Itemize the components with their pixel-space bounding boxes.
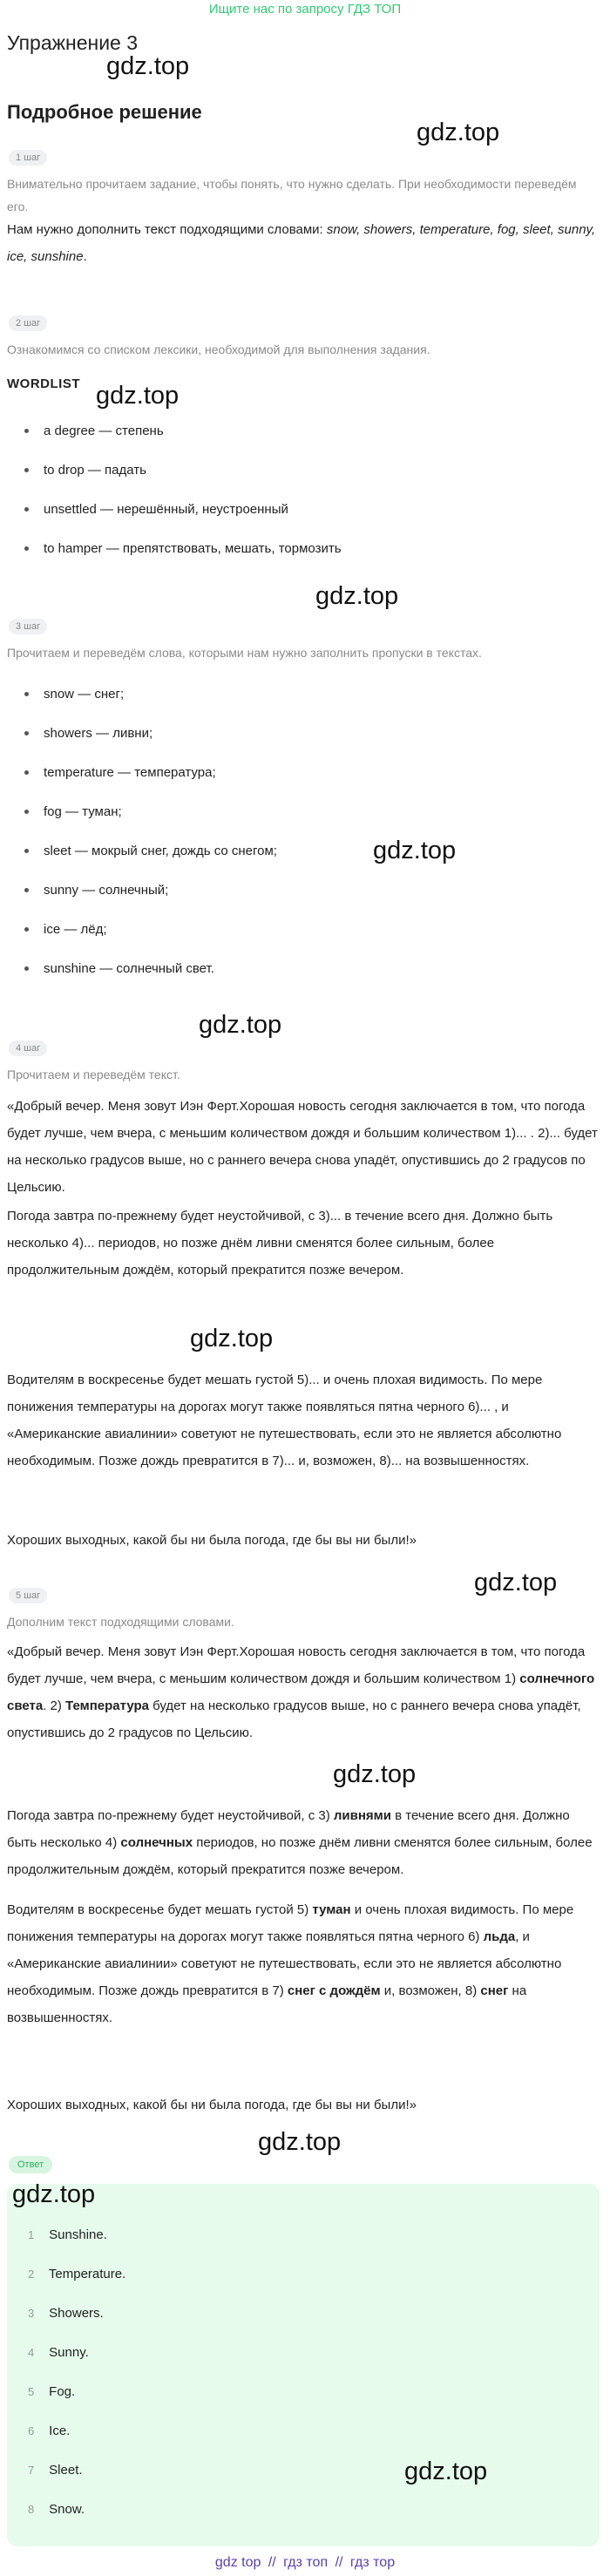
step5-paragraph [7, 1638, 598, 1746]
text-segment: и очень плохая видимость. По мере понижения температуры на дорогах могут также появляться пятна черного 6) [7, 1902, 574, 1944]
text-segment: «Добрый вечер. Меня зовут Иэн Ферт.Хорошая новость сегодня заключается в том, что погода будет лучше, чем вчера, с меньшим количеством дождя и большим количеством 1) [7, 1644, 586, 1686]
answer-text: Showers. [49, 2306, 104, 2321]
answer-text: Temperature. [48, 2267, 126, 2281]
footer-links [0, 2552, 610, 2574]
step4-paragraph: Погода завтра по-прежнему будет неустойчивой, с 3)... в течение всего дня. Должно быть несколько 4)... периодов, но позже днём ливни сменятся более сильным, более продолжительным дождём, который прекратится позже вечером. [7, 1209, 553, 1278]
text-segment: в течение всего дня. Должно быть несколько 4) [7, 1808, 570, 1850]
footer-link[interactable]: гдз тор [349, 2555, 396, 2570]
step2-instructions: Ознакомимся со списком лексики, необходимой для выполнения задания. [7, 342, 430, 356]
list-item: to hamper — препятствовать, мешать, тормозить [7, 529, 582, 568]
answer-number: 8 [28, 2503, 35, 2516]
step-badge: 4 шаг [9, 1041, 47, 1056]
list-item: sunshine — солнечный свет. [7, 949, 582, 988]
answer-item [28, 2333, 125, 2372]
answer-list [28, 2215, 125, 2529]
answer-item [28, 2490, 125, 2529]
step5-instructions: Дополним текст подходящими словами. [7, 1615, 234, 1629]
text-segment: и, возможен, 8) [380, 1983, 481, 1998]
watermark: gdz.top [474, 1569, 558, 1596]
step4-paragraph: Водителям в воскресенье будет мешать густой 5)... и очень плохая видимость. По мере понижения температуры на дорогах могут также появляться пятна черного 6)... , и «Американские авиалинии» советуют не путешествовать, если это не является абсолютно необходимым. Позже дождь превратится в 7)... и, возможен, 8)... на возвышенностях. [7, 1373, 562, 1468]
step4-paragraph: Хороших выходных, какой бы ни была погода, где бы вы ни были!» [7, 1533, 417, 1548]
list-item: fog — туман; [7, 792, 582, 831]
text-segment: , и «Американские авиалинии» советуют не путешествовать, если это не является абсолютно необходимым. Позже дождь превратится в 7) [7, 1929, 562, 1998]
step1-instructions: Внимательно прочитаем задание, чтобы понять, что нужно сделать. При необходимости переведём его. [7, 177, 577, 214]
watermark: gdz.top [373, 837, 457, 864]
answer-word: туман [312, 1902, 351, 1917]
answer-number: 7 [28, 2464, 35, 2477]
text-segment: Погода завтра по-прежнему будет неустойчивой, с 3) [7, 1808, 334, 1823]
step1-task-prefix: Нам нужно дополнить текст подходящими словами: [7, 222, 327, 237]
text-segment: будет на несколько градусов выше, но с раннего вечера снова упадёт, опустившись до 2 градусов по Цельсию. [7, 1698, 581, 1740]
watermark: gdz.top [96, 382, 180, 410]
answer-number: 5 [28, 2385, 35, 2398]
footer-separator: // [268, 2555, 276, 2570]
top-banner: Ищите нас по запросу ГДЗ ТОП [208, 2, 402, 17]
text-segment: . 2) [43, 1698, 66, 1713]
watermark: gdz.top [404, 2457, 488, 2485]
wordlist [7, 411, 582, 568]
step1-task-words: snow, showers, temperature, fog, sleet, sunny, ice, sunshine [7, 222, 596, 264]
watermark: gdz.top [315, 582, 399, 610]
answer-item [28, 2372, 125, 2411]
answer-number: 3 [28, 2307, 35, 2320]
list-item: snow — снег; [7, 675, 582, 714]
step-badge: 1 шаг [9, 150, 47, 166]
text-segment: Водителям в воскресенье будет мешать густой 5) [7, 1902, 313, 1917]
page-subtitle: Подробное решение [7, 101, 202, 123]
answer-word: снег с дождём [287, 1983, 381, 1998]
answer-number: 1 [28, 2228, 35, 2241]
step-badge: 5 шаг [9, 1588, 47, 1603]
footer-separator: // [335, 2555, 343, 2570]
answer-word: солнечного света [7, 1671, 595, 1713]
list-item: showers — ливни; [7, 714, 582, 753]
step5-paragraph [7, 1802, 598, 1883]
answer-word: ливнями [333, 1808, 391, 1823]
answer-text: Ice. [49, 2423, 71, 2438]
wordlist-heading: WORDLIST [7, 376, 80, 391]
answer-item [28, 2254, 125, 2294]
footer-link[interactable]: gdz top [214, 2555, 261, 2570]
answer-item [28, 2411, 125, 2451]
answer-number: 6 [28, 2424, 35, 2437]
list-item: sleet — мокрый снег, дождь со снегом; [7, 831, 582, 871]
step1-task-suffix: . [83, 249, 87, 264]
watermark: gdz.top [258, 2128, 342, 2156]
text-segment: на возвышенностях. [7, 1983, 527, 2025]
text-segment: периодов, но позже днём ливни сменятся более сильным, более продолжительным дождём, который прекратится позже вечером. [7, 1835, 593, 1877]
answer-item [28, 2451, 125, 2490]
list-item: sunny — солнечный; [7, 871, 582, 910]
watermark: gdz.top [106, 52, 190, 80]
answer-word: солнечных [120, 1835, 193, 1850]
watermark: gdz.top [12, 2180, 96, 2208]
answer-item [28, 2294, 125, 2333]
answer-text: Snow. [49, 2502, 85, 2517]
step1-task-line [7, 216, 598, 270]
footer-link[interactable]: гдз топ [283, 2555, 329, 2570]
watermark: gdz.top [190, 1325, 274, 1352]
watermark: gdz.top [199, 1011, 282, 1039]
list-item: ice — лёд; [7, 910, 582, 949]
step3-instructions: Прочитаем и переведём слова, которыми нам нужно заполнить пропуски в текстах. [7, 646, 482, 660]
step-badge: 2 шаг [9, 315, 47, 331]
answer-word: льда [483, 1929, 516, 1944]
list-item: unsettled — нерешённый, неустроенный [7, 490, 582, 529]
answer-word: Температура [65, 1698, 149, 1713]
step4-instructions: Прочитаем и переведём текст. [7, 1068, 180, 1081]
list-item: temperature — температура; [7, 753, 582, 792]
answer-number: 4 [28, 2346, 35, 2359]
list-item: a degree — степень [7, 411, 582, 451]
answer-text: Sunshine. [49, 2227, 107, 2242]
step5-paragraph [7, 1896, 598, 2031]
watermark: gdz.top [333, 1760, 417, 1788]
answer-item [28, 2215, 125, 2254]
answer-text: Fog. [49, 2384, 76, 2399]
step5-paragraph: Хороших выходных, какой бы ни была погода, где бы вы ни были!» [7, 2098, 417, 2112]
vocab-list [7, 675, 582, 988]
answer-word: снег [480, 1983, 509, 1998]
answer-number: 2 [28, 2268, 35, 2281]
step4-paragraph: «Добрый вечер. Меня зовут Иэн Ферт.Хорошая новость сегодня заключается в том, что погода будет лучше, чем вчера, с меньшим количеством дождя и большим количеством 1)... . 2)... будет на несколько градусов выше, но с раннего вечера снова упадёт, опустившись до 2 градусов по Цельсию. [7, 1099, 598, 1195]
step-badge: 3 шаг [9, 619, 47, 634]
answer-badge: Ответ [9, 2156, 52, 2173]
watermark: gdz.top [417, 119, 500, 146]
answer-text: Sunny. [49, 2345, 89, 2360]
answer-text: Sleet. [49, 2463, 83, 2478]
list-item: to drop — падать [7, 451, 582, 490]
page-title: Упражнение 3 [7, 31, 139, 54]
